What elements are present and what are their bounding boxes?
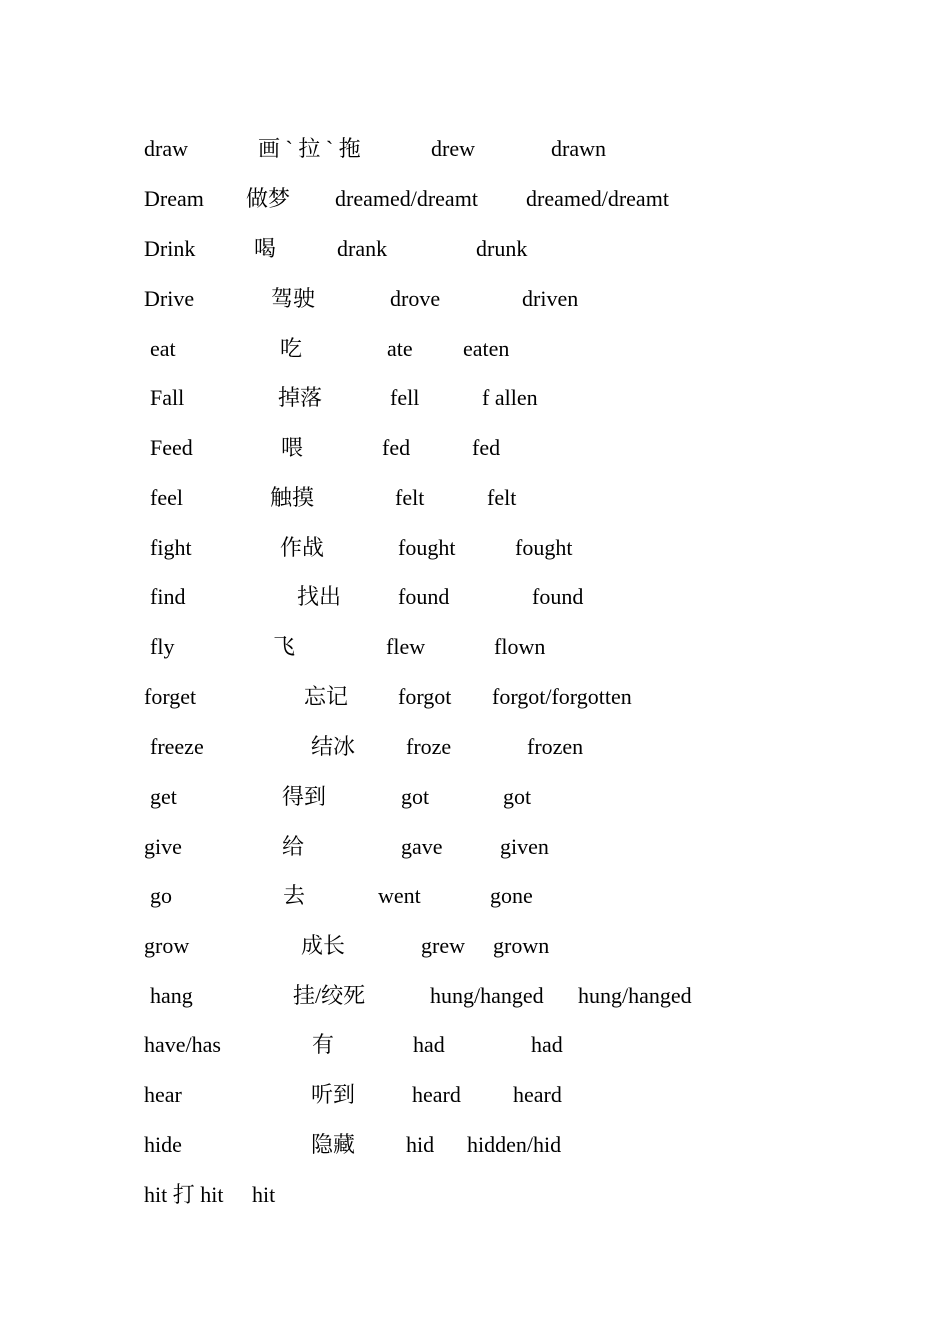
verb-participle: dreamed/dreamt — [526, 186, 669, 211]
verb-meaning: 找出 — [297, 584, 342, 609]
verb-past: got — [401, 784, 430, 809]
verb-meaning: 作战 — [280, 535, 325, 560]
verb-row — [0, 881, 950, 911]
verb-row — [0, 1080, 950, 1110]
verb-row — [0, 931, 950, 961]
verb-base: hide — [144, 1132, 182, 1157]
verb-base: forget — [144, 684, 197, 709]
verb-meaning: 去 — [283, 883, 306, 908]
verb-row — [0, 184, 950, 214]
verb-participle: drawn — [551, 136, 606, 161]
verb-meaning: 听到 — [311, 1082, 356, 1107]
verb-past: dreamed/dreamt — [335, 186, 478, 211]
verb-row — [0, 134, 950, 164]
verb-row — [0, 782, 950, 812]
verb-past: had — [413, 1032, 445, 1057]
verb-meaning: 飞 — [273, 634, 296, 659]
verb-row — [0, 334, 950, 364]
verb-participle: grown — [493, 933, 550, 958]
verb-meaning: 挂/绞死 — [293, 983, 366, 1008]
verb-past: hung/hanged — [430, 983, 544, 1008]
verb-row — [0, 732, 950, 762]
verb-meaning: 画 ` 拉 ` 拖 — [258, 136, 361, 161]
verb-past: froze — [406, 734, 452, 759]
verb-base: hear — [144, 1082, 182, 1107]
verb-row — [0, 632, 950, 662]
verb-row — [0, 1180, 950, 1210]
verb-past: hid — [406, 1132, 435, 1157]
verb-participle: driven — [522, 286, 579, 311]
verb-row — [0, 1130, 950, 1160]
verb-row — [0, 832, 950, 862]
verb-base: fight — [150, 535, 192, 560]
verb-meaning: 喝 — [254, 236, 277, 261]
verb-past: fed — [382, 435, 411, 460]
verb-past: went — [378, 883, 421, 908]
verb-row — [0, 682, 950, 712]
verb-meaning: 有 — [312, 1032, 335, 1057]
verb-base: hang — [150, 983, 193, 1008]
verb-row — [0, 284, 950, 314]
verb-row — [0, 582, 950, 612]
verb-base: go — [150, 883, 172, 908]
verb-participle: hit — [252, 1182, 276, 1207]
verb-participle: flown — [494, 634, 546, 659]
verb-row — [0, 981, 950, 1011]
verb-past: fought — [398, 535, 456, 560]
verb-base: give — [144, 834, 182, 859]
verb-participle: fed — [472, 435, 501, 460]
verb-participle: given — [500, 834, 549, 859]
verb-meaning: 做梦 — [246, 186, 291, 211]
verb-participle: heard — [513, 1082, 562, 1107]
verb-base: find — [150, 584, 186, 609]
verb-participle: felt — [487, 485, 517, 510]
verb-past: felt — [395, 485, 425, 510]
verb-meaning: 结冰 — [311, 734, 356, 759]
verb-participle: had — [531, 1032, 563, 1057]
verb-past: gave — [401, 834, 443, 859]
verb-past: drew — [431, 136, 475, 161]
verb-base: fly — [150, 634, 175, 659]
verb-base: Fall — [150, 385, 185, 410]
verb-row — [0, 1030, 950, 1060]
verb-meaning: 隐藏 — [311, 1132, 356, 1157]
verb-row — [0, 433, 950, 463]
verb-past: drank — [337, 236, 388, 261]
verb-past: flew — [386, 634, 426, 659]
verb-participle: found — [532, 584, 584, 609]
verb-base: Feed — [150, 435, 193, 460]
verb-participle: hidden/hid — [467, 1132, 562, 1157]
verb-past: forgot — [398, 684, 452, 709]
verb-past: ate — [387, 336, 413, 361]
verb-base: Drive — [144, 286, 195, 311]
verb-participle: eaten — [463, 336, 510, 361]
verb-row — [0, 533, 950, 563]
verb-base: eat — [150, 336, 176, 361]
verb-base: feel — [150, 485, 183, 510]
verb-base: freeze — [150, 734, 204, 759]
verb-past: grew — [421, 933, 465, 958]
verb-meaning: 喂 — [281, 435, 304, 460]
verb-participle: fought — [515, 535, 573, 560]
verb-meaning: 吃 — [280, 336, 303, 361]
verb-base: draw — [144, 136, 188, 161]
verb-participle: drunk — [476, 236, 528, 261]
verb-base: grow — [144, 933, 190, 958]
verb-row — [0, 483, 950, 513]
verb-meaning: 得到 — [282, 784, 327, 809]
verb-meaning: 成长 — [301, 933, 346, 958]
verb-participle: hung/hanged — [578, 983, 692, 1008]
verb-base: get — [150, 784, 177, 809]
verb-participle: got — [503, 784, 532, 809]
verb-participle: frozen — [527, 734, 584, 759]
verb-row — [0, 234, 950, 264]
verb-past: heard — [412, 1082, 461, 1107]
verb-row — [0, 383, 950, 413]
verb-past: found — [398, 584, 450, 609]
verb-base: have/has — [144, 1032, 221, 1057]
verb-meaning: 忘记 — [304, 684, 349, 709]
verb-meaning: 掉落 — [278, 385, 323, 410]
verb-meaning: 驾驶 — [271, 286, 316, 311]
verb-participle: f allen — [482, 385, 538, 410]
verb-meaning: 触摸 — [270, 485, 315, 510]
verb-participle: gone — [490, 883, 533, 908]
verb-base: hit 打 hit — [144, 1182, 224, 1207]
verb-participle: forgot/forgotten — [492, 684, 632, 709]
verb-base: Dream — [144, 186, 204, 211]
verb-past: fell — [390, 385, 420, 410]
verb-base: Drink — [144, 236, 196, 261]
verb-past: drove — [390, 286, 441, 311]
verb-meaning: 给 — [282, 834, 305, 859]
